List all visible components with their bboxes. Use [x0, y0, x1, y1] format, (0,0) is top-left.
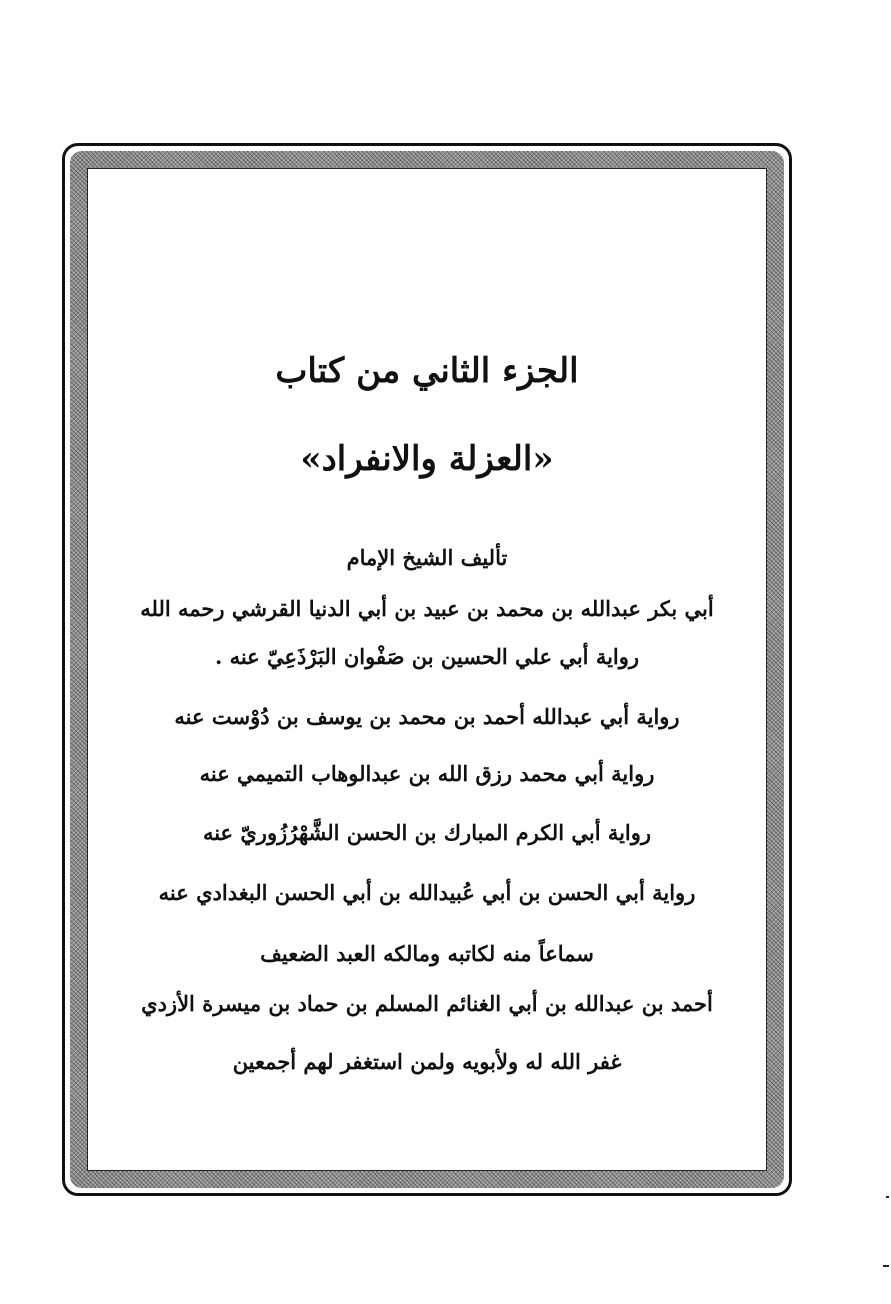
decorative-page-frame	[62, 143, 792, 1196]
author-name-line: أبي بكر عبدالله بن محمد بن عبيد بن أبي الدنيا القرشي رحمه الله	[140, 596, 714, 621]
audition-note-line: سماعاً منه لكاتبه ومالكه العبد الضعيف	[260, 941, 594, 966]
transmission-line-2: رواية أبي عبدالله أحمد بن محمد بن يوسف بن دُوْست عنه	[174, 704, 680, 729]
title-panel	[87, 168, 767, 1171]
transmission-line-3: رواية أبي محمد رزق الله بن عبدالوهاب التميمي عنه	[199, 761, 655, 786]
book-part-heading: الجزء الثاني من كتاب	[275, 351, 579, 391]
closing-prayer-line: غفر الله له ولأبويه ولمن استغفر لهم أجمعين	[232, 1049, 622, 1074]
transmission-line-1: رواية أبي علي الحسين بن صَفْوان البَرْذَعِيّ عنه .	[214, 644, 640, 669]
book-title: «العزلة والانفراد»	[300, 439, 554, 479]
transmission-line-4: رواية أبي الكرم المبارك بن الحسن الشَّهْرُزُوريّ عنه	[202, 820, 652, 845]
owner-name-line: أحمد بن عبدالله بن أبي الغنائم المسلم بن حماد بن ميسرة الأزدي	[141, 991, 713, 1016]
transmission-line-5: رواية أبي الحسن بن أبي عُبيدالله بن أبي الحسن البغدادي عنه	[158, 880, 696, 905]
author-intro-line: تأليف الشيخ الإمام	[346, 545, 508, 570]
title-page-content	[88, 169, 766, 1170]
scan-edge-mark	[883, 1265, 889, 1267]
scan-edge-mark	[886, 1196, 889, 1198]
